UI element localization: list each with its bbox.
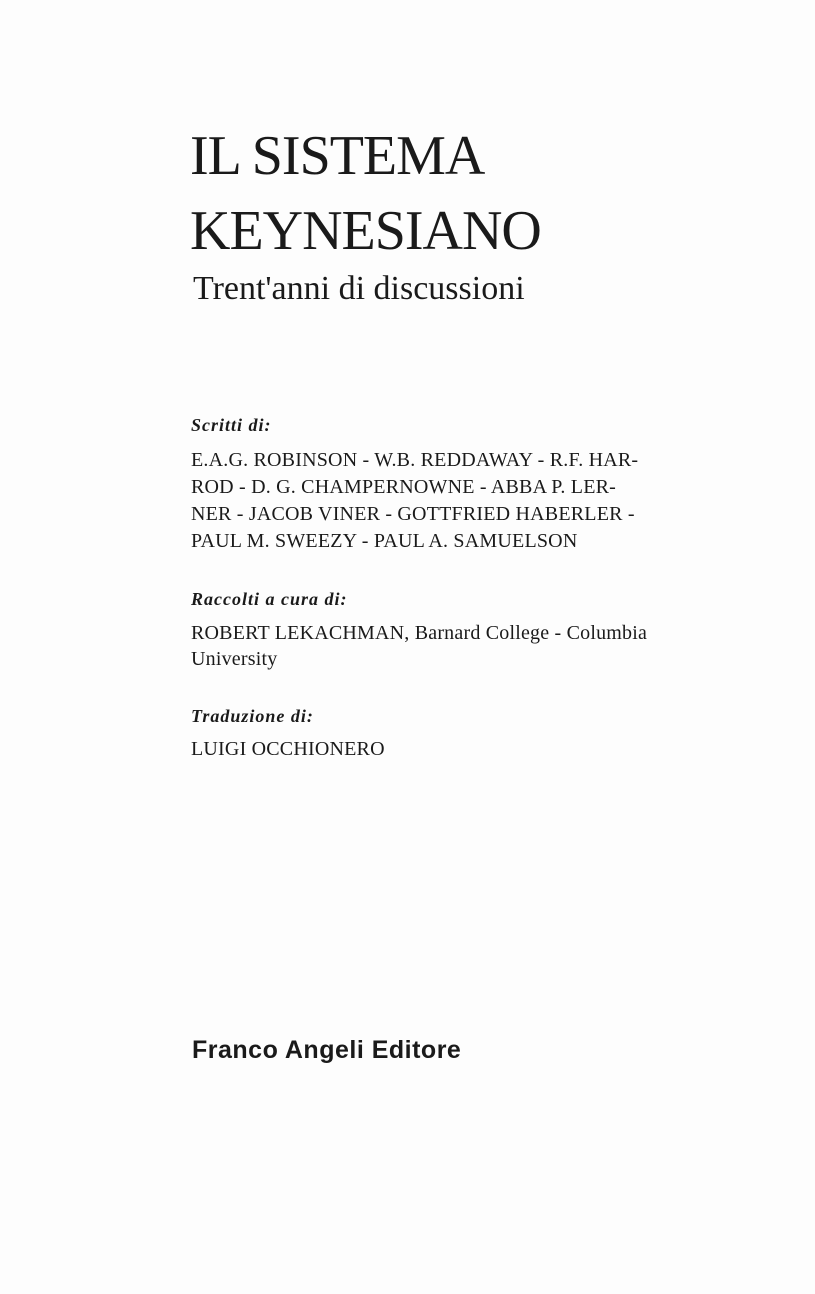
authors-line: E.A.G. ROBINSON - W.B. REDDAWAY - R.F. HAR- [191, 449, 639, 471]
book-subtitle: Trent'anni di discussioni [193, 270, 525, 307]
authors-label: Scritti di: [191, 415, 272, 435]
authors-line: PAUL M. SWEEZY - PAUL A. SAMUELSON [191, 530, 578, 552]
authors-line: ROD - D. G. CHAMPERNOWNE - ABBA P. LER- [191, 476, 617, 498]
translator-label: Traduzione di: [191, 706, 314, 726]
authors-line: NER - JACOB VINER - GOTTFRIED HABERLER - [191, 503, 635, 525]
book-title-line-1: IL SISTEMA [190, 125, 485, 187]
translator-line: LUIGI OCCHIONERO [191, 738, 385, 760]
editor-label: Raccolti a cura di: [191, 589, 348, 609]
publisher-name: Franco Angeli Editore [192, 1036, 462, 1064]
editor-line: University [191, 648, 278, 670]
editor-line: ROBERT LEKACHMAN, Barnard College - Columbia [191, 622, 648, 644]
book-title-line-2: KEYNESIANO [190, 200, 541, 262]
